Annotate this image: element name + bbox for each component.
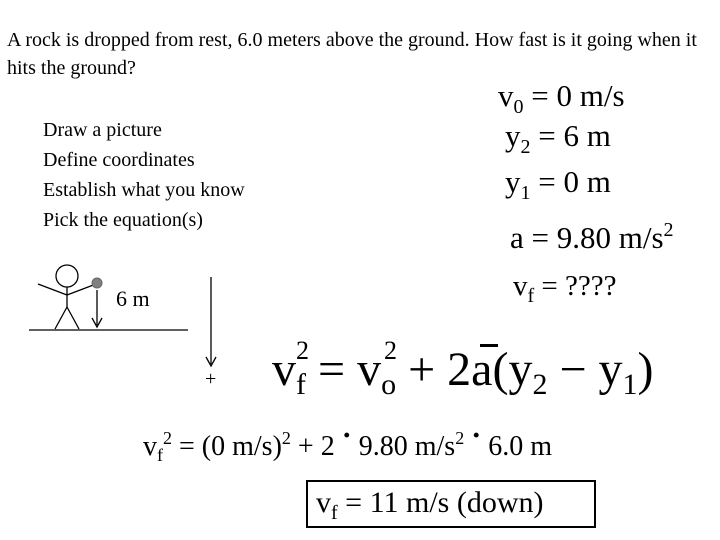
axis-positive-sign: + [205, 368, 217, 390]
step-define-coordinates: Define coordinates [43, 149, 195, 171]
vf-squared-exponent: 2 [296, 336, 309, 365]
known-y2: $y_2 = 6$ m [505, 118, 611, 158]
drop-arrow-icon [92, 290, 102, 327]
problem-statement: A rock is dropped from rest, 6.0 meters above the ground. How fast is it going when it hits the ground? [7, 29, 697, 79]
step-establish-known: Establish what you know [43, 179, 245, 201]
known-acceleration: a = 9.80 $m/s^2$ [510, 219, 674, 255]
known-v0: $v_0 = 0$ m/s [498, 78, 625, 118]
step-draw-picture: Draw a picture [43, 119, 162, 141]
kinematic-equation: $v_f = v_o + 2a(y_2 - y_1)$ [272, 343, 654, 401]
step-pick-equation: Pick the equation(s) [43, 209, 203, 231]
stick-figure-icon [38, 265, 96, 329]
final-answer: $v_f = 11$ m/s (down) [316, 486, 544, 524]
unknown-vf: $v_f$ = ???? [513, 270, 617, 307]
height-label: 6 m [116, 286, 150, 311]
rock-icon [92, 278, 102, 288]
substituted-equation: $v_f^2 = (0$ m/s)$^2$ + 2 · 9.80 $m/s^2 \cdot 6.0$ m [143, 418, 552, 466]
coordinate-axis-icon [206, 277, 216, 366]
known-y1: $y_1 = 0$ m [505, 164, 611, 204]
vo-squared-exponent: 2 [384, 336, 397, 365]
